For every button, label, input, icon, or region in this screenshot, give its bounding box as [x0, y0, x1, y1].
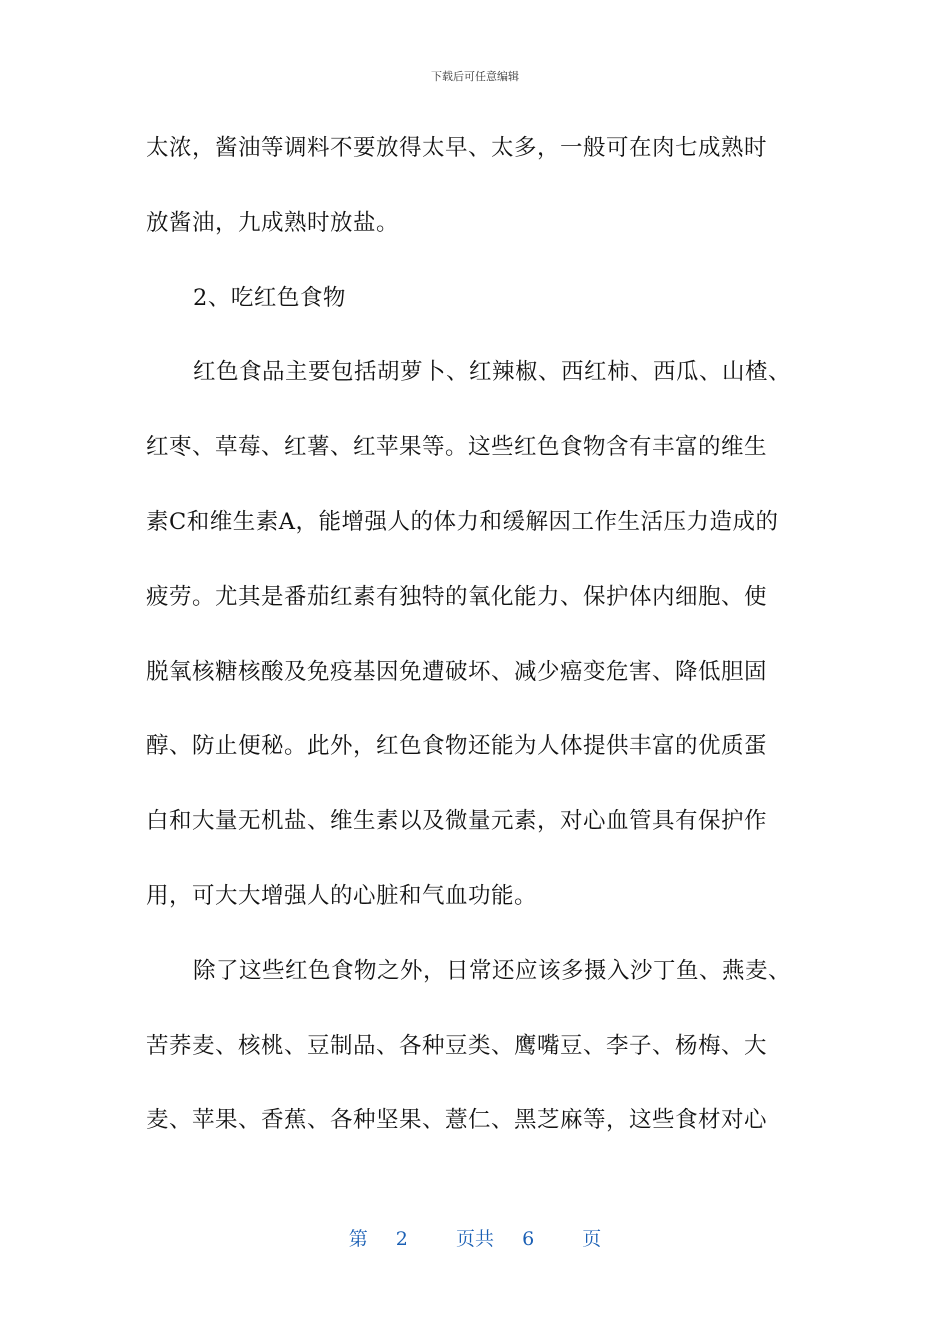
- body-line: 红色食品主要包括胡萝卜、红辣椒、西红柿、西瓜、山楂、: [193, 359, 792, 386]
- body-line: 醇、防止便秘。此外，红色食物还能为人体提供丰富的优质蛋: [146, 733, 768, 760]
- section-heading: 2、吃红色食物: [193, 284, 346, 311]
- body-line: 太浓，酱油等调料不要放得太早、太多，一般可在肉七成熟时: [146, 135, 768, 161]
- page-footer: [0, 1224, 950, 1251]
- body-line: 红枣、草莓、红薯、红苹果等。这些红色食物含有丰富的维生: [146, 434, 768, 461]
- document-body: [146, 125, 811, 1172]
- header-note: 下载后可任意编辑: [431, 70, 519, 83]
- body-line: 苦荞麦、核桃、豆制品、各种豆类、鹰嘴豆、李子、杨梅、大: [146, 1032, 768, 1059]
- current-page-number: 2: [395, 1228, 408, 1250]
- body-line: 脱氧核糖核酸及免疫基因免遭破坏、减少癌变危害、降低胆固: [146, 658, 768, 685]
- footer-prefix: 第: [348, 1228, 368, 1250]
- footer-suffix: 页: [582, 1228, 602, 1250]
- body-line: 麦、苹果、香蕉、各种坚果、薏仁、黑芝麻等，这些食材对心: [146, 1107, 768, 1134]
- total-pages-number: 6: [522, 1228, 535, 1250]
- body-line: 疲劳。尤其是番茄红素有独特的氧化能力、保护体内细胞、使: [146, 583, 768, 610]
- body-line: 白和大量无机盐、维生素以及微量元素，对心血管具有保护作: [146, 808, 768, 835]
- body-line: 素C和维生素A，能增强人的体力和缓解因工作生活压力造成的: [146, 508, 779, 535]
- body-line: 用，可大大增强人的心脏和气血功能。: [146, 882, 538, 909]
- footer-middle: 页共: [455, 1228, 494, 1250]
- body-line: 除了这些红色食物之外，日常还应该多摄入沙丁鱼、燕麦、: [193, 957, 792, 984]
- body-line: 放酱油，九成熟时放盐。: [146, 209, 400, 236]
